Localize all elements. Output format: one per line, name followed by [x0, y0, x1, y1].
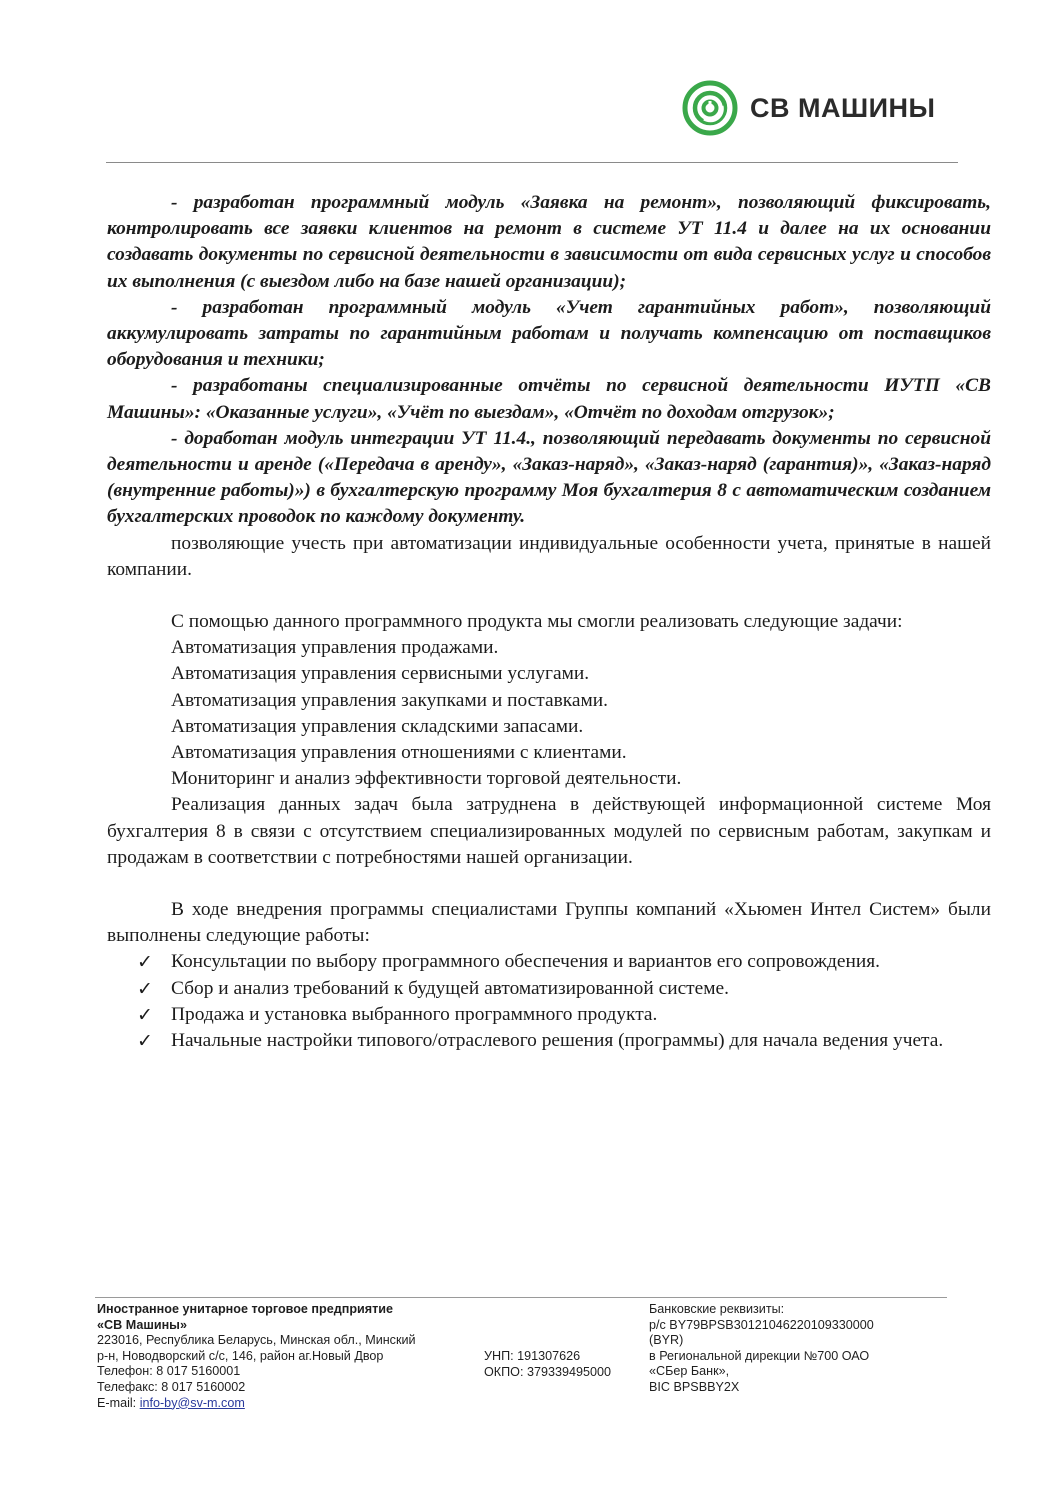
footer-fax: Телефакс: 8 017 5160002: [97, 1379, 246, 1394]
work-item: [107, 1028, 991, 1054]
check-mark-icon: ✓: [137, 1003, 153, 1026]
footer-bank-account: р/с BY79BPSB30121046220109330000: [649, 1317, 874, 1332]
bullet-repair-module: - разработан программный модуль «Заявка на ремонт», позволяющий фиксировать, контролировать все заявки клиентов на ремонт в системе УТ 11.4 и далее на их основании создавать документы по сервисной деятельности в зависимости от вида сервисных услуг и способов их выполнения (с выездом либо на базе нашей организации);: [107, 192, 991, 292]
work-item: [107, 1002, 991, 1028]
footer-bank-details: [649, 1302, 949, 1396]
footer-bank-name: «СБер Банк»,: [649, 1364, 730, 1379]
work-item: [107, 949, 991, 975]
works-list: [107, 949, 991, 1054]
footer-bank-branch: в Региональной дирекции №700 ОАО: [649, 1348, 870, 1363]
footer-email-label: E-mail:: [97, 1395, 140, 1410]
footer-email-row: [97, 1396, 477, 1412]
footer-phone: Телефон: 8 017 5160001: [97, 1364, 241, 1379]
check-mark-icon: ✓: [137, 1030, 153, 1053]
footer-divider: [95, 1297, 947, 1298]
check-mark-icon: ✓: [137, 977, 153, 1000]
footer-email-link[interactable]: info-by@sv-m.com: [139, 1395, 245, 1410]
company-logo-text: СВ МАШИНЫ: [750, 92, 936, 123]
footer-bank-title: Банковские реквизиты:: [649, 1302, 785, 1316]
task-item: Автоматизация управления отношениями с клиентами.: [171, 742, 627, 764]
spacer: [107, 871, 991, 897]
work-item-text: Продажа и установка выбранного программного продукта.: [171, 1003, 658, 1025]
footer-bank-currency: (BYR): [649, 1333, 684, 1348]
paragraph-features: позволяющие учесть при автоматизации индивидуальные особенности учета, принятые в нашей компании.: [107, 532, 991, 580]
work-item-text: Консультации по выбору программного обеспечения и вариантов его сопровождения.: [171, 951, 881, 973]
paragraph-difficulty: Реализация данных задач была затруднена в действующей информационной системе Моя бухгалтерия 8 в связи с отсутствием специализированных модулей по сервисным работам, закупкам и продажам в соответствии с потребностями нашей организации.: [107, 794, 991, 868]
letter-body: [107, 190, 991, 1054]
work-item-text: Начальные настройки типового/отраслевого решения (программы) для начала ведения учета.: [171, 1030, 944, 1052]
task-item: Автоматизация управления продажами.: [171, 637, 499, 659]
bullet-warranty-module: - разработан программный модуль «Учет гарантийных работ», позволяющий аккумулировать затраты по гарантийным работам и получать компенсацию от поставщиков оборудования и техники;: [107, 296, 991, 371]
work-item: [107, 976, 991, 1002]
footer-registration: [484, 1349, 644, 1380]
footer-address-line1: 223016, Республика Беларусь, Минская обл., Минский: [97, 1333, 416, 1348]
spiral-logo-icon: [682, 80, 738, 136]
task-item: Автоматизация управления складскими запасами.: [171, 715, 584, 737]
bullet-service-reports: - разработаны специализированные отчёты по сервисной деятельности ИУТП «СВ Машины»: «Оказанные услуги», «Учёт по выездам», «Отчёт по доходам отгрузок»;: [107, 375, 991, 423]
header-divider: [106, 162, 958, 163]
task-item: Автоматизация управления сервисными услугами.: [171, 663, 590, 685]
footer-company-name: «СВ Машины»: [97, 1317, 187, 1332]
footer-company-type: Иностранное унитарное торговое предприятие: [97, 1302, 394, 1316]
footer-unp: УНП: 191307626: [484, 1349, 581, 1363]
work-item-text: Сбор и анализ требований к будущей автоматизированной системе.: [171, 977, 729, 999]
footer-company-details: [97, 1302, 477, 1411]
footer-address-line2: р-н, Новодворский с/с, 146, район аг.Новый Двор: [97, 1348, 384, 1363]
footer-bank-bic: BIC BPSBBY2X: [649, 1379, 740, 1394]
footer-okpo: ОКПО: 379339495000: [484, 1364, 612, 1379]
task-item: Автоматизация управления закупками и поставками.: [171, 689, 608, 711]
bullet-integration-module: - доработан модуль интеграции УТ 11.4., позволяющий передавать документы по сервисной деятельности и аренде («Передача в аренду», «Заказ-наряд», «Заказ-наряд (гарантия)», «Заказ-наряд (внутренние работы)») в бухгалтерскую программу Моя бухгалтерия 8 с автоматическим созданием бухгалтерских проводок по каждому документу.: [107, 427, 991, 528]
task-item: Мониторинг и анализ эффективности торговой деятельности.: [171, 768, 682, 790]
check-mark-icon: ✓: [137, 951, 153, 974]
paragraph-tasks-intro: С помощью данного программного продукта мы смогли реализовать следующие задачи:: [171, 611, 903, 633]
spacer: [107, 583, 991, 609]
paragraph-works-intro: В ходе внедрения программы специалистами Группы компаний «Хьюмен Интел Систем» были выполнены следующие работы:: [107, 899, 991, 947]
company-logo: [682, 80, 935, 136]
